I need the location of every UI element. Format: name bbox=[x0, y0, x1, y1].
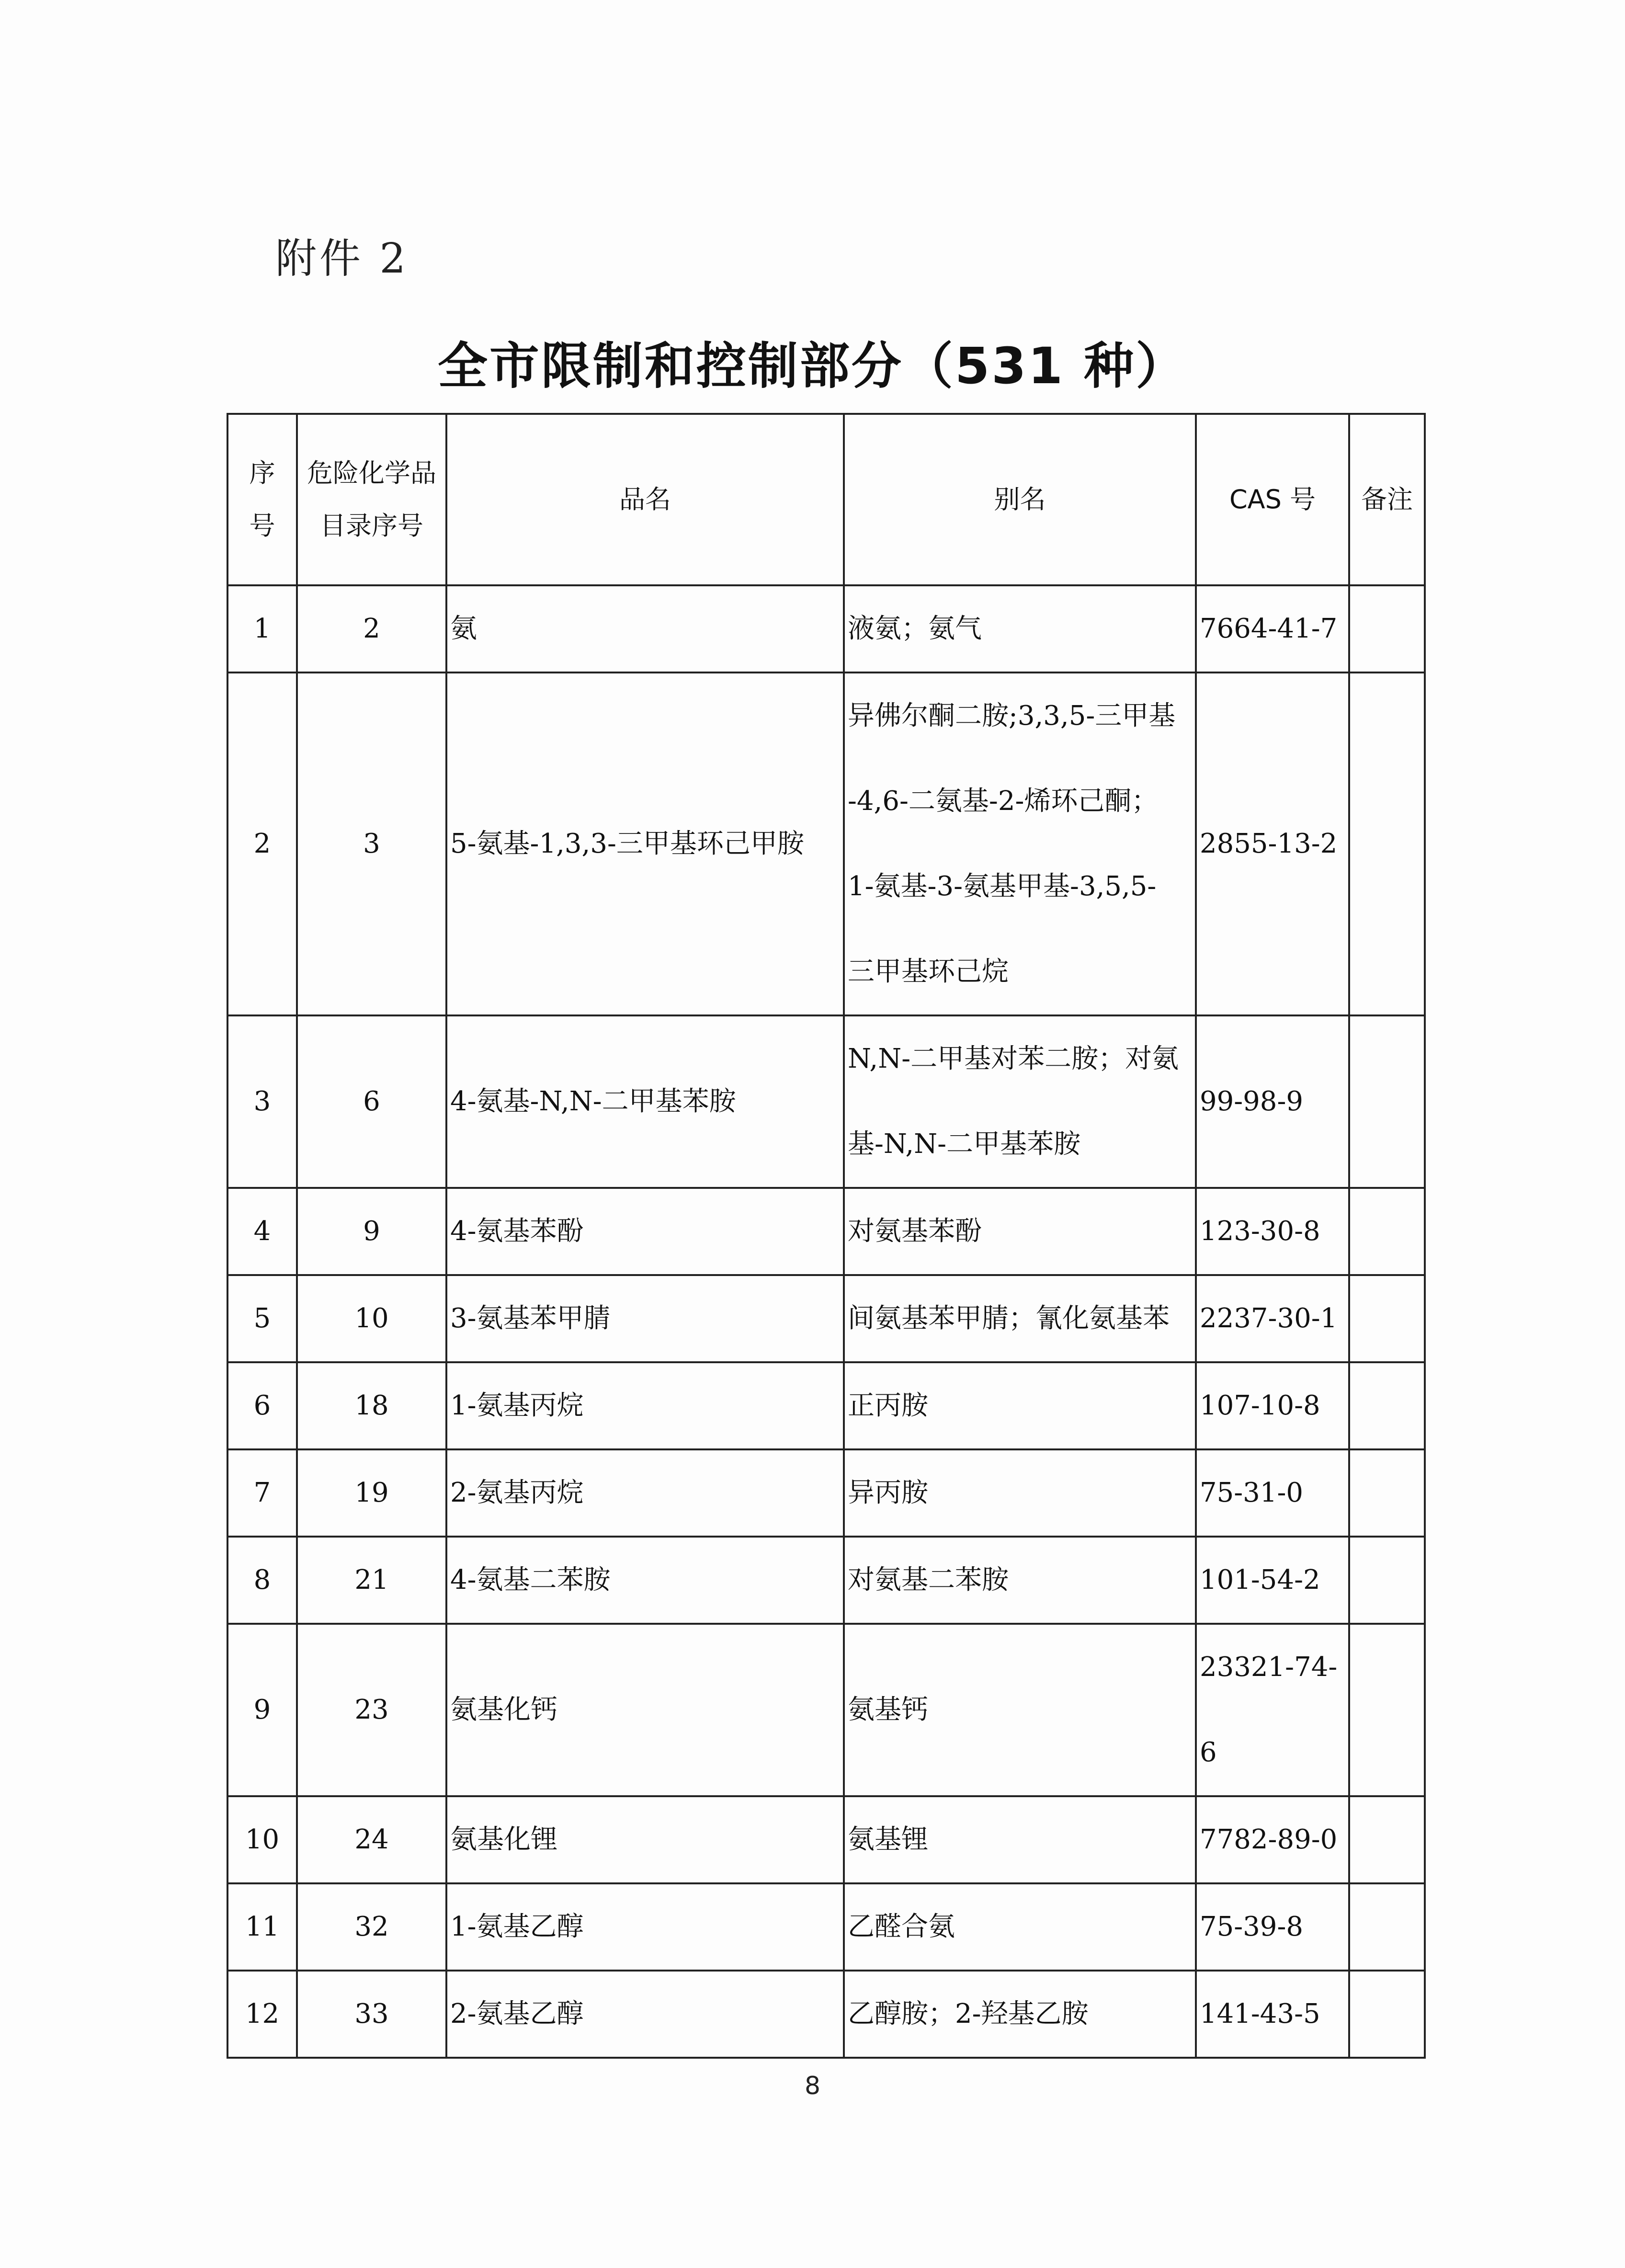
cell-name: 4-氨基苯酚 bbox=[446, 1188, 844, 1275]
cell-alias-line: 对氨基二苯胺 bbox=[848, 1564, 1009, 1596]
cell-cas-line: 7664-41-7 bbox=[1200, 613, 1338, 644]
cell-cas-line: 23321-74- bbox=[1200, 1652, 1338, 1683]
cell-alias-line: 基-N,N-二甲基苯胺 bbox=[848, 1128, 1081, 1160]
cell-cas-line: 75-39-8 bbox=[1200, 1911, 1303, 1942]
table-row bbox=[227, 1796, 1425, 1883]
cell-cas bbox=[1196, 672, 1349, 1015]
table-row bbox=[227, 1971, 1425, 2058]
cell-cas bbox=[1196, 1971, 1349, 2058]
header-seq bbox=[227, 414, 297, 585]
cell-note bbox=[1349, 1362, 1425, 1449]
cell-alias bbox=[844, 1015, 1196, 1188]
header-catalog-bottom: 目录序号 bbox=[320, 511, 423, 541]
header-seq-top: 序 bbox=[249, 458, 275, 488]
cell-seq: 7 bbox=[227, 1449, 297, 1537]
cell-seq: 10 bbox=[227, 1796, 297, 1883]
table-row bbox=[227, 1015, 1425, 1188]
header-name: 品名 bbox=[446, 414, 844, 585]
cell-seq: 2 bbox=[227, 672, 297, 1015]
cell-catalog: 23 bbox=[297, 1624, 446, 1796]
cell-cas bbox=[1196, 1624, 1349, 1796]
cell-name: 1-氨基乙醇 bbox=[446, 1883, 844, 1971]
cell-cas-line: 99-98-9 bbox=[1200, 1086, 1303, 1117]
cell-cas bbox=[1196, 1449, 1349, 1537]
cell-catalog: 18 bbox=[297, 1362, 446, 1449]
cell-seq: 3 bbox=[227, 1015, 297, 1188]
cell-catalog: 10 bbox=[297, 1275, 446, 1362]
cell-seq: 12 bbox=[227, 1971, 297, 2058]
document-title: 全市限制和控制部分（531 种） bbox=[437, 337, 1188, 395]
table-row bbox=[227, 585, 1425, 672]
cell-alias-line: 异丙胺 bbox=[848, 1477, 928, 1508]
cell-catalog: 33 bbox=[297, 1971, 446, 2058]
cell-cas-line: 123-30-8 bbox=[1200, 1216, 1320, 1247]
header-cas: CAS 号 bbox=[1196, 414, 1349, 585]
cell-note bbox=[1349, 1537, 1425, 1624]
cell-cas bbox=[1196, 1796, 1349, 1883]
table-row bbox=[227, 1624, 1425, 1796]
table-row bbox=[227, 1188, 1425, 1275]
cell-alias-line: 氨基锂 bbox=[848, 1824, 928, 1855]
cell-name: 2-氨基乙醇 bbox=[446, 1971, 844, 2058]
cell-alias-line: 间氨基苯甲腈；氰化氨基苯 bbox=[848, 1303, 1170, 1334]
table-row bbox=[227, 1275, 1425, 1362]
cell-alias-line: 乙醛合氨 bbox=[848, 1911, 955, 1942]
cell-seq: 1 bbox=[227, 585, 297, 672]
cell-alias-line: 三甲基环己烷 bbox=[848, 956, 1009, 987]
cell-cas bbox=[1196, 1362, 1349, 1449]
cell-cas bbox=[1196, 1883, 1349, 1971]
table-body bbox=[227, 585, 1425, 2058]
cell-alias-line: 乙醇胺；2-羟基乙胺 bbox=[848, 1998, 1089, 2029]
cell-note bbox=[1349, 1449, 1425, 1537]
cell-seq: 8 bbox=[227, 1537, 297, 1624]
cell-alias bbox=[844, 1449, 1196, 1537]
cell-name: 氨基化钙 bbox=[446, 1624, 844, 1796]
cell-alias-line: -4,6-二氨基-2-烯环己酮； bbox=[848, 786, 1159, 817]
cell-seq: 4 bbox=[227, 1188, 297, 1275]
table-row bbox=[227, 1362, 1425, 1449]
cell-name: 4-氨基二苯胺 bbox=[446, 1537, 844, 1624]
cell-alias-line: 液氨；氨气 bbox=[848, 613, 982, 644]
cell-alias bbox=[844, 1971, 1196, 2058]
table-header-row bbox=[227, 414, 1425, 585]
cell-note bbox=[1349, 1188, 1425, 1275]
table-row bbox=[227, 1537, 1425, 1624]
cell-cas-line: 107-10-8 bbox=[1200, 1390, 1320, 1421]
cell-note bbox=[1349, 585, 1425, 672]
cell-alias bbox=[844, 1883, 1196, 1971]
cell-catalog: 32 bbox=[297, 1883, 446, 1971]
attachment-label: 附件 2 bbox=[275, 235, 409, 283]
chemicals-table bbox=[227, 413, 1426, 2059]
cell-alias bbox=[844, 1362, 1196, 1449]
cell-note bbox=[1349, 1624, 1425, 1796]
cell-alias-line: 1-氨基-3-氨基甲基-3,5,5- bbox=[848, 871, 1157, 902]
table-row bbox=[227, 1883, 1425, 1971]
cell-name: 3-氨基苯甲腈 bbox=[446, 1275, 844, 1362]
header-catalog-top: 危险化学品 bbox=[307, 458, 436, 488]
cell-name: 5-氨基-1,3,3-三甲基环己甲胺 bbox=[446, 672, 844, 1015]
cell-cas-line: 2855-13-2 bbox=[1200, 828, 1338, 859]
cell-note bbox=[1349, 1015, 1425, 1188]
cell-catalog: 2 bbox=[297, 585, 446, 672]
header-alias: 别名 bbox=[844, 414, 1196, 585]
header-catalog bbox=[297, 414, 446, 585]
cell-alias-line: 异佛尔酮二胺;3,3,5-三甲基 bbox=[848, 700, 1176, 731]
cell-catalog: 3 bbox=[297, 672, 446, 1015]
header-note: 备注 bbox=[1349, 414, 1425, 585]
cell-alias bbox=[844, 1537, 1196, 1624]
cell-cas-line: 2237-30-1 bbox=[1200, 1303, 1338, 1334]
cell-cas-line: 75-31-0 bbox=[1200, 1477, 1303, 1508]
cell-catalog: 6 bbox=[297, 1015, 446, 1188]
cell-alias bbox=[844, 1796, 1196, 1883]
cell-alias bbox=[844, 672, 1196, 1015]
cell-name: 2-氨基丙烷 bbox=[446, 1449, 844, 1537]
cell-alias-line: 对氨基苯酚 bbox=[848, 1216, 982, 1247]
cell-seq: 5 bbox=[227, 1275, 297, 1362]
cell-catalog: 24 bbox=[297, 1796, 446, 1883]
cell-cas-line: 141-43-5 bbox=[1200, 1998, 1320, 2029]
cell-note bbox=[1349, 1796, 1425, 1883]
table-row bbox=[227, 672, 1425, 1015]
cell-alias-line: 氨基钙 bbox=[848, 1694, 928, 1725]
cell-alias bbox=[844, 1624, 1196, 1796]
cell-name: 氨基化锂 bbox=[446, 1796, 844, 1883]
cell-catalog: 21 bbox=[297, 1537, 446, 1624]
cell-seq: 11 bbox=[227, 1883, 297, 1971]
cell-alias bbox=[844, 1188, 1196, 1275]
cell-cas bbox=[1196, 1188, 1349, 1275]
cell-note bbox=[1349, 1971, 1425, 2058]
cell-seq: 9 bbox=[227, 1624, 297, 1796]
cell-cas-line: 6 bbox=[1200, 1737, 1217, 1768]
cell-cas-line: 101-54-2 bbox=[1200, 1564, 1320, 1596]
cell-name: 4-氨基-N,N-二甲基苯胺 bbox=[446, 1015, 844, 1188]
cell-note bbox=[1349, 1883, 1425, 1971]
cell-cas bbox=[1196, 1015, 1349, 1188]
cell-alias bbox=[844, 1275, 1196, 1362]
cell-cas bbox=[1196, 1537, 1349, 1624]
cell-note bbox=[1349, 1275, 1425, 1362]
cell-alias-line: N,N-二甲基对苯二胺；对氨 bbox=[848, 1043, 1179, 1074]
cell-alias bbox=[844, 585, 1196, 672]
cell-cas-line: 7782-89-0 bbox=[1200, 1824, 1338, 1855]
header-seq-bottom: 号 bbox=[249, 511, 275, 541]
cell-catalog: 19 bbox=[297, 1449, 446, 1537]
table-row bbox=[227, 1449, 1425, 1537]
page-number: 8 bbox=[804, 2072, 821, 2100]
cell-seq: 6 bbox=[227, 1362, 297, 1449]
cell-alias-line: 正丙胺 bbox=[848, 1390, 928, 1421]
cell-name: 氨 bbox=[446, 585, 844, 672]
cell-name: 1-氨基丙烷 bbox=[446, 1362, 844, 1449]
cell-note bbox=[1349, 672, 1425, 1015]
cell-catalog: 9 bbox=[297, 1188, 446, 1275]
cell-cas bbox=[1196, 1275, 1349, 1362]
cell-cas bbox=[1196, 585, 1349, 672]
